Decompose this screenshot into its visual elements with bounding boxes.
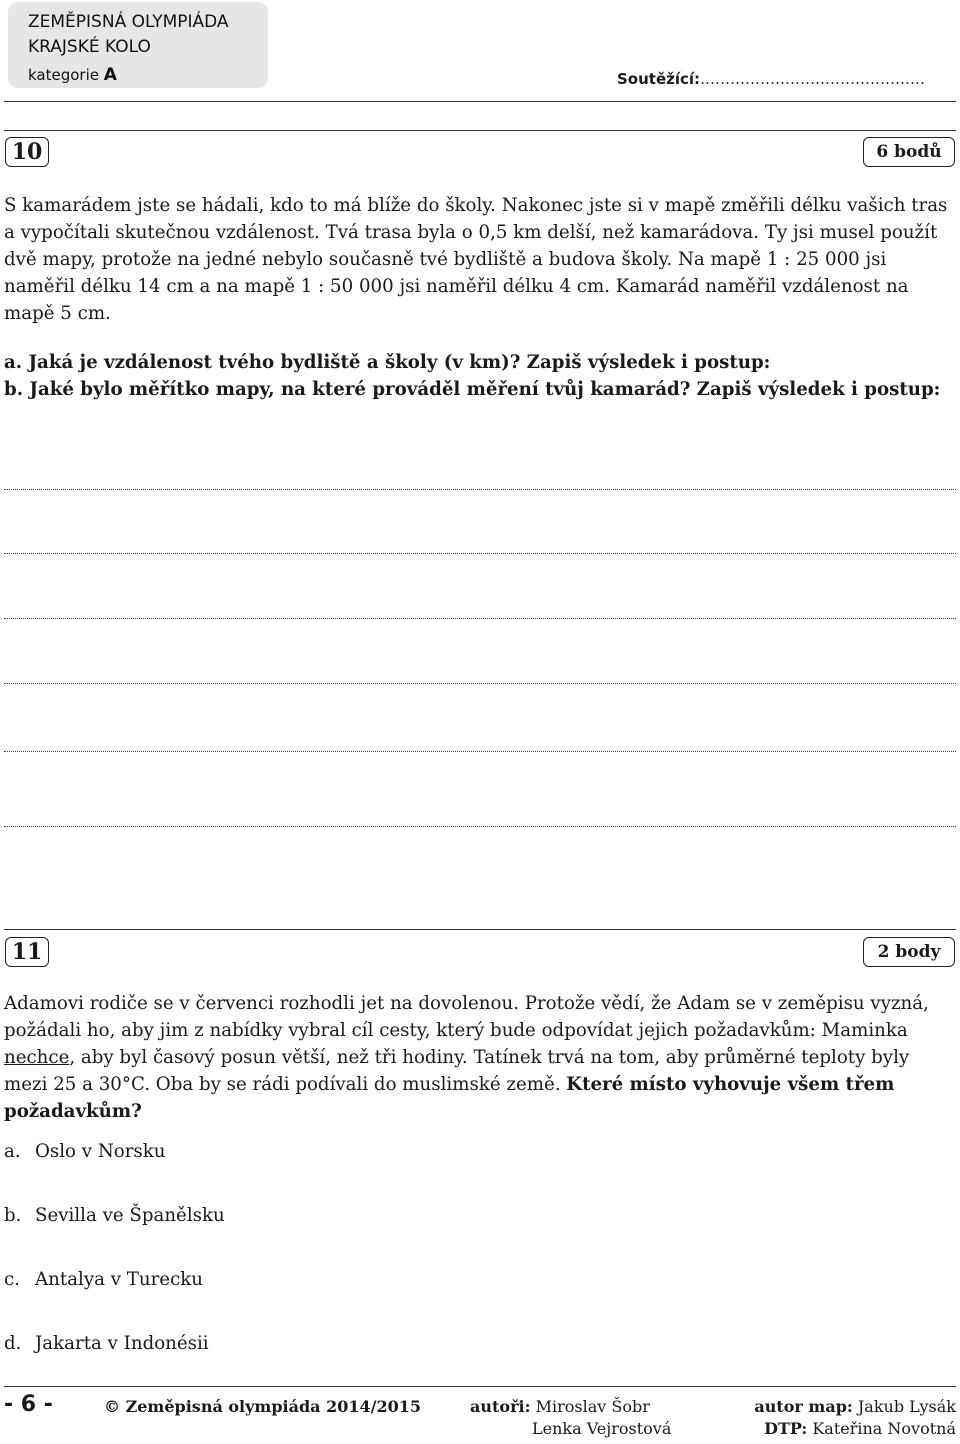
- task10-question-a: a. Jaká je vzdálenost tvého bydliště a školy (v km)? Zapiš výsledek i postup:: [4, 352, 771, 373]
- footer-divider: [4, 1386, 956, 1387]
- answer-line-2[interactable]: [4, 553, 956, 554]
- task10-divider: [4, 130, 956, 131]
- header-box: [8, 2, 268, 88]
- answer-line-5[interactable]: [4, 751, 956, 752]
- answer-line-4[interactable]: [4, 683, 956, 684]
- category-label: kategorie: [28, 66, 99, 84]
- answer-line-1[interactable]: [4, 489, 956, 490]
- answer-line-6[interactable]: [4, 826, 956, 827]
- task11-question: Které místo vyhovuje všem třem požadavkům?: [4, 1074, 895, 1122]
- task10-text: [4, 192, 954, 327]
- task11-paragraph: Adamovi rodiče se v červenci rozhodli jet na dovolenou. Protože vědí, že Adam se v zeměpisu vyzná, požádali ho, aby jim z nabídky vybral cíl cesty, který bude odpovídat jejich požadavkům: Maminka nechce, aby byl časový posun větší, než tři hodiny. Tatínek trvá na tom, aby průměrné teploty byly mezi 25 a 30°C. Oba by se rádi podívali do muslimské země. Které místo vyhovuje všem třem požadavkům?: [4, 993, 929, 1122]
- author-2: Lenka Vejrostová: [532, 1419, 672, 1438]
- task11-points: 2 body: [863, 937, 955, 967]
- task11-divider: [4, 929, 956, 930]
- page-number: - 6 -: [4, 1392, 53, 1417]
- option-d[interactable]: d. Jakarta v Indonésii: [4, 1333, 209, 1354]
- task10-points: 6 bodů: [863, 137, 955, 167]
- copyright: © Zeměpisná olympiáda 2014/2015: [104, 1397, 422, 1416]
- option-b[interactable]: b. Sevilla ve Španělsku: [4, 1205, 225, 1226]
- contestant-label: Soutěžící:: [617, 70, 701, 88]
- contestant-dots[interactable]: ………………………………………: [700, 70, 926, 88]
- authors: autoři: Miroslav Šobr: [470, 1397, 650, 1416]
- contestant-field: [617, 70, 925, 88]
- underlined-word: nechce: [4, 1047, 70, 1068]
- header-divider: [4, 101, 956, 102]
- task11-number: 11: [5, 937, 49, 967]
- task10-paragraph: S kamarádem jste se hádali, kdo to má blíže do školy. Nakonec jste si v mapě změřili délku vašich tras a vypočítali skutečnou vzdálenost. Tvá trasa byla o 0,5 km delší, než kamarádova. Ty jsi musel použít dvě mapy, protože na jedné nebylo současně tvé bydliště a budova školy. Na mapě 1 : 25 000 jsi naměřil délku 14 cm a na mapě 1 : 50 000 jsi naměřil délku 4 cm. Kamarád naměřil vzdálenost na mapě 5 cm.: [4, 195, 948, 324]
- round-title: KRAJSKÉ KOLO: [28, 37, 151, 57]
- task10-number: 10: [5, 137, 49, 167]
- task10-question-b: b. Jaké bylo měřítko mapy, na které prováděl měření tvůj kamarád? Zapiš výsledek i postup:: [4, 379, 941, 400]
- dtp-author: DTP: Kateřina Novotná: [764, 1419, 956, 1438]
- category-value: A: [103, 65, 117, 85]
- option-c[interactable]: c. Antalya v Turecku: [4, 1269, 203, 1290]
- category: [28, 65, 117, 85]
- task11-text: [4, 990, 954, 1125]
- answer-line-3[interactable]: [4, 618, 956, 619]
- olympiad-title: ZEMĚPISNÁ OLYMPIÁDA: [28, 12, 229, 32]
- option-a[interactable]: a. Oslo v Norsku: [4, 1141, 166, 1162]
- maps-author: autor map: Jakub Lysák: [754, 1397, 956, 1416]
